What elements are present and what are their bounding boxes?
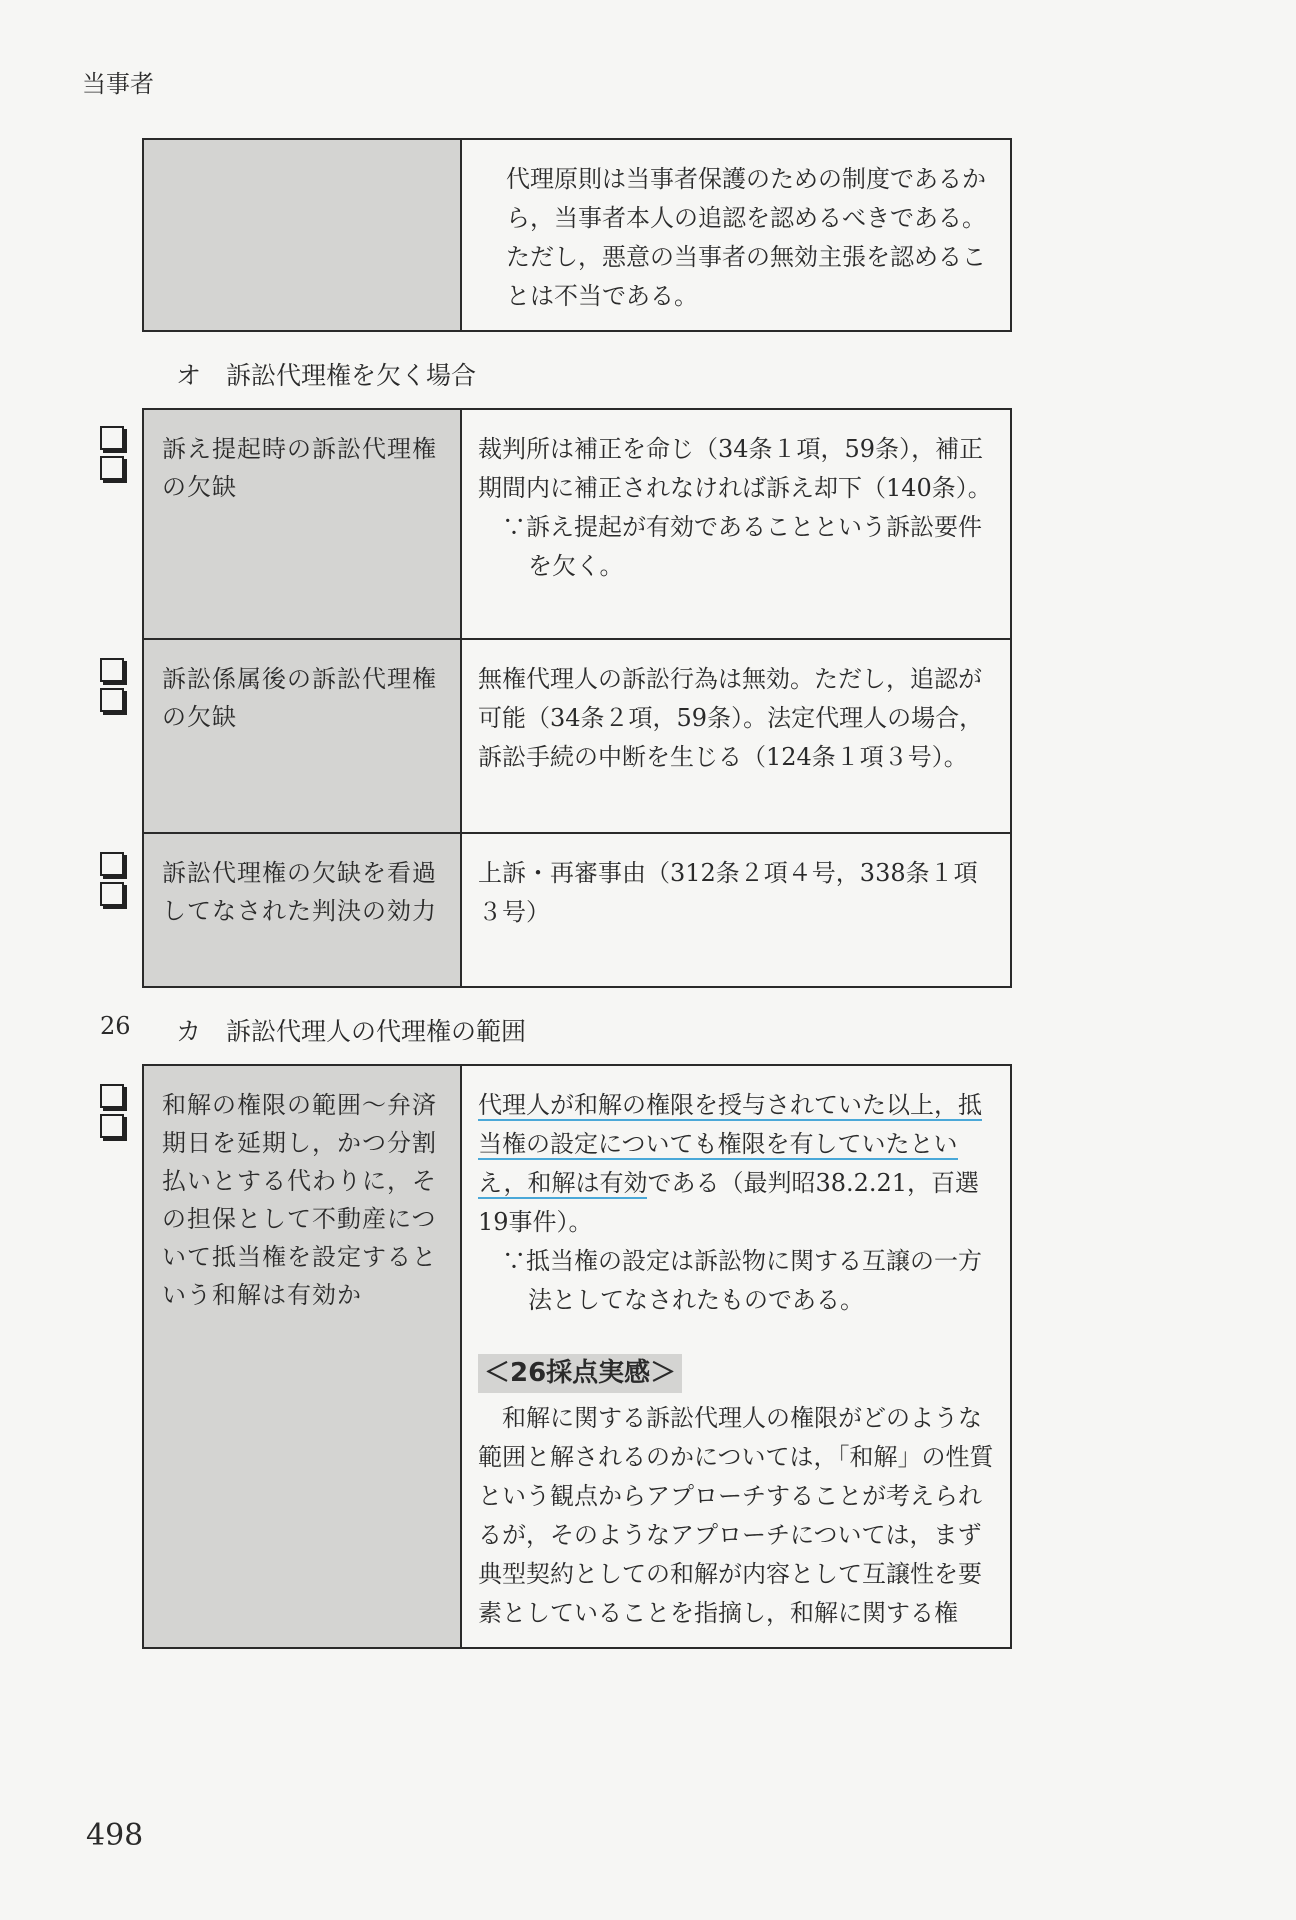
checkbox-group-1[interactable]: [100, 426, 126, 486]
checkbox-icon[interactable]: [100, 688, 124, 712]
row-label: 訴え提起時の訴訟代理権の欠缺: [143, 409, 461, 639]
checkbox-icon[interactable]: [100, 852, 124, 876]
checkbox-icon[interactable]: [100, 426, 124, 450]
checkbox-icon[interactable]: [100, 882, 124, 906]
row-label: 訴訟係属後の訴訟代理権の欠缺: [143, 639, 461, 833]
checkbox-group-4[interactable]: [100, 1084, 126, 1144]
table-row: [143, 639, 1011, 833]
table-principle: [142, 138, 1012, 332]
table-lack-of-authority: [142, 408, 1012, 988]
row-content-text: 無権代理人の訴訟行為は無効。ただし，追認が可能（34条２項，59条）。法定代理人の場合，訴訟手続の中断を生じる（124条１項３号）。: [478, 665, 984, 771]
checkbox-icon[interactable]: [100, 456, 124, 480]
table1-label-cell: [143, 139, 461, 331]
checkbox-icon[interactable]: [100, 658, 124, 682]
table1-content-cell: [461, 139, 1011, 331]
running-header: 当事者: [82, 70, 154, 98]
section-heading-ka: カ 訴訟代理人の代理権の範囲: [176, 1017, 527, 1046]
principle-text: 代理原則は当事者保護のための制度であるから，当事者本人の追認を認めるべきである。ただし，悪意の当事者の無効主張を認めることは不当である。: [506, 165, 986, 310]
row-content-text: 上訴・再審事由（312条２項４号，338条１項３号）: [478, 859, 978, 926]
checkbox-group-2[interactable]: [100, 658, 126, 718]
checkbox-icon[interactable]: [100, 1114, 124, 1138]
row-label: 和解の権限の範囲～弁済期日を延期し，かつ分割払いとする代わりに，その担保として不動産について抵当権を設定するという和解は有効か: [143, 1065, 461, 1648]
section-heading-o: オ 訴訟代理権を欠く場合: [176, 361, 477, 390]
row-content: [461, 639, 1011, 833]
checkbox-group-3[interactable]: [100, 852, 126, 912]
row-content: [461, 833, 1011, 987]
holding-citation: である（最判昭38.2.21，百選19事件）。: [478, 1169, 980, 1236]
table-row: [143, 1065, 1011, 1648]
grading-comment-heading: ＜26採点実感＞: [478, 1354, 682, 1393]
grading-comment-text: 和解に関する訴訟代理人の権限がどのような範囲と解されるのかについては，「和解」の性質という観点からアプローチすることが考えられるが，そのようなアプローチについては，まず典型契約としての和解が内容として互譲性を要素としていることを指摘し，和解に関する権: [478, 1404, 994, 1627]
row-content: [461, 409, 1011, 639]
row-content-text: [478, 1086, 996, 1242]
row-content: [461, 1065, 1011, 1648]
row-content-text: 裁判所は補正を命じ（34条１項，59条），補正期間内に補正されなければ訴え却下（140条）。: [478, 435, 992, 502]
underlined-holding: 代理人が和解の権限を授与されていた以上，抵当権の設定についても権限を有していたといえ，和解は有効: [478, 1091, 982, 1197]
table-scope-of-authority: [142, 1064, 1012, 1649]
row-reason-text: ∵訴え提起が有効であることという訴訟要件を欠く。: [502, 513, 982, 580]
table-row: [143, 833, 1011, 987]
checkbox-icon[interactable]: [100, 1084, 124, 1108]
table-row: [143, 409, 1011, 639]
page-number: 498: [86, 1818, 144, 1853]
section-number: 26: [100, 1012, 131, 1040]
row-label: 訴訟代理権の欠缺を看過してなされた判決の効力: [143, 833, 461, 987]
row-reason-text: ∵抵当権の設定は訴訟物に関する互譲の一方法としてなされたものである。: [502, 1247, 982, 1314]
